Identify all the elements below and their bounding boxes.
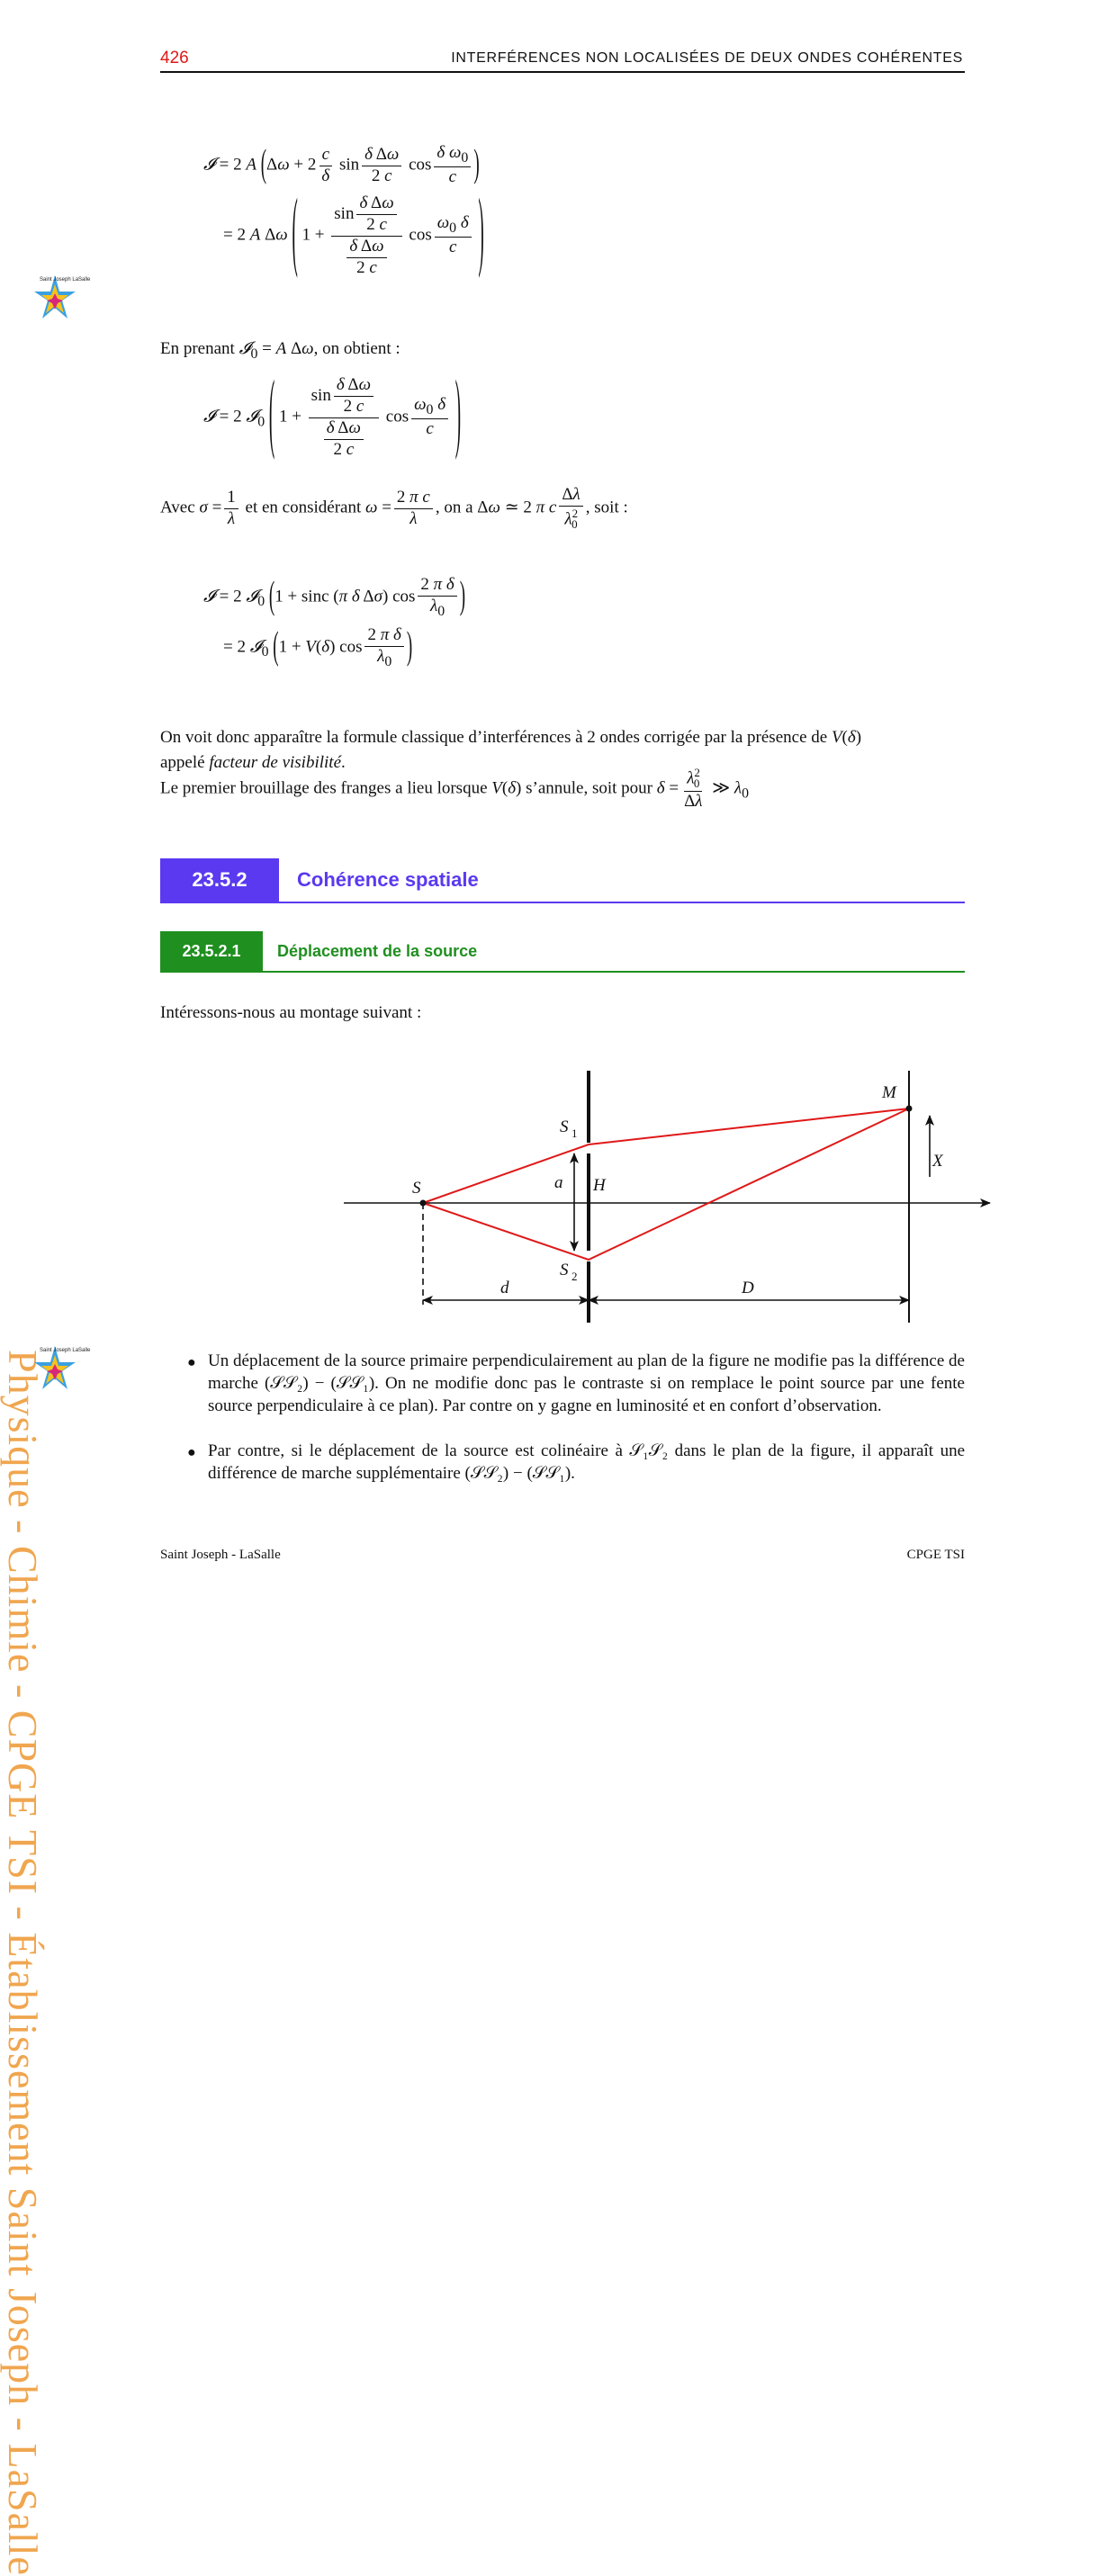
text-brouillage-2: s’annule, soit pour <box>526 778 653 798</box>
paragraph-visibility: On voit donc apparaître la formule classique d’interférences à 2 ondes corrigée par la présence de V(δ) appelé facteur de visibilité. <box>160 728 862 772</box>
equation-intensity-line1: 𝓘 = 2 A (Δω + 2 $\frac{c}{\delta}$ sin $\frac{\text{δ Δω}}{2 c}$ cos $\frac{\delta \omega_0}{c}$ ) <box>203 142 480 187</box>
bullet-item-1: Un déplacement de la source primaire perpendiculairement au plan de la figure ne modifie pas la différence de marche (𝒮𝒮₂) − (𝒮𝒮₁). On ne modifie donc pas le contraste si on remplace le point source par une fente source perpendiculaire à ce plan). Par contre on y gagne en luminosité et en confort d’observation. <box>208 1351 965 1415</box>
subsection-title: Déplacement de la source <box>277 942 478 960</box>
subsection-rule <box>160 971 965 973</box>
label-S2-sub: 2 <box>572 1270 578 1283</box>
side-watermark: Physique - Chimie - CPGE TSI - Établissement Saint Joseph - LaSalle <box>0 1350 46 2576</box>
label-H: H <box>593 1176 606 1195</box>
young-slits-figure <box>333 1071 999 1332</box>
label-S: S <box>412 1179 421 1198</box>
text-brouillage-1: Le premier brouillage des franges a lieu lorsque <box>160 778 488 798</box>
footer-left: Saint Joseph - LaSalle <box>160 1548 281 1562</box>
subsection-number: 23.5.2.1 <box>160 931 263 971</box>
text-avec-3: , on a <box>435 498 473 517</box>
label-D: D <box>742 1279 754 1297</box>
section-title: Cohérence spatiale <box>297 868 479 891</box>
label-M: M <box>882 1083 896 1102</box>
text-avec-1: Avec <box>160 498 195 517</box>
observation-point <box>906 1106 913 1112</box>
logo-text: Saint Joseph LaSalle <box>40 277 91 283</box>
header-rule <box>160 71 965 73</box>
label-d: d <box>500 1279 509 1297</box>
equation-intensity-i0: 𝓘 = 2 𝓘$_0$ ( 1 + sin $\frac{\text{δ Δω}}{2 c}$ $\frac{\text{δ Δω}}{2 c}$ cos $\frac{\omega_0 \delta}{c}$ ) <box>203 366 462 465</box>
equation-intensity-visibility: = 2 𝓘$_0$ (1 + V(δ) cos $\frac{\text{2 π δ}}{\lambda_0}$ ) <box>223 624 413 669</box>
page-number: 426 <box>160 49 189 67</box>
label-S1: S <box>560 1117 569 1136</box>
text-i0-suffix: , on obtient : <box>313 339 400 358</box>
equation-intensity-sinc: 𝓘 = 2 𝓘$_0$ (1 + sinc (π δ Δσ) cos $\frac{\text{2 π δ}}{\lambda_0}$ ) <box>203 574 466 619</box>
source-point <box>420 1200 427 1207</box>
paragraph-i0-definition: En prenant 𝓘$_0$ = A Δω, on obtient : <box>160 339 400 362</box>
label-S2: S <box>560 1261 569 1279</box>
ray-path-s1 <box>423 1108 909 1203</box>
running-header-title: INTERFÉRENCES NON LOCALISÉES DE DEUX ONDES COHÉRENTES <box>451 50 963 66</box>
text-visibility-2: appelé <box>160 753 205 772</box>
ray-path-s2 <box>423 1108 909 1260</box>
section-number: 23.5.2 <box>160 858 279 902</box>
text-avec-2: et en considérant <box>245 498 362 517</box>
paragraph-montage-intro: Intéressons-nous au montage suivant : <box>160 1003 422 1022</box>
bullet-marker: ● <box>187 1445 196 1460</box>
section-rule <box>160 902 965 903</box>
text-avec-4: , soit : <box>585 498 628 517</box>
school-logo-icon-bottom <box>32 1339 91 1395</box>
label-a: a <box>554 1173 563 1192</box>
footer-right: CPGE TSI <box>906 1548 965 1562</box>
text-i0-prefix: En prenant <box>160 339 235 358</box>
label-X: X <box>932 1152 943 1171</box>
text-visibility-1: On voit donc apparaître la formule classique d’interférences à 2 ondes corrigée par la présence de <box>160 728 828 747</box>
paragraph-brouillage: Le premier brouillage des franges a lieu lorsque V(δ) s’annule, soit pour δ = $\frac{\lambda^2_0}{\Delta\lambda}$ ≫ $\lambda_0$ <box>160 766 750 812</box>
paragraph-avec-sigma: Avec σ = $\frac{1}{\lambda}$ et en considérant ω = $\frac{\text{2 π c}}{\lambda}$ , on a Δω ≃ 2 π c $\frac{\Delta\lambda}{\lambda^2_0}$ , soit : <box>160 485 628 532</box>
term-visibility-factor: facteur de visibilité <box>209 753 342 772</box>
label-S1-sub: 1 <box>572 1126 578 1140</box>
logo-text-bottom: Saint Joseph LaSalle <box>40 1348 91 1353</box>
equation-intensity-line2: = 2 A Δω ( 1 + sin $\frac{\text{δ Δω}}{2 c}$ $\frac{\text{δ Δω}}{2 c}$ cos $\frac{\omega_0 \delta}{c}$ ) <box>223 184 484 283</box>
school-logo-icon <box>32 268 91 324</box>
bullet-item-2: Par contre, si le déplacement de la source est colinéaire à 𝒮₁𝒮₂ dans le plan de la figure, il apparaît une différence de marche supplémentaire (𝒮𝒮₂) − (𝒮𝒮₁). <box>208 1441 965 1483</box>
bullet-marker: ● <box>187 1355 196 1370</box>
